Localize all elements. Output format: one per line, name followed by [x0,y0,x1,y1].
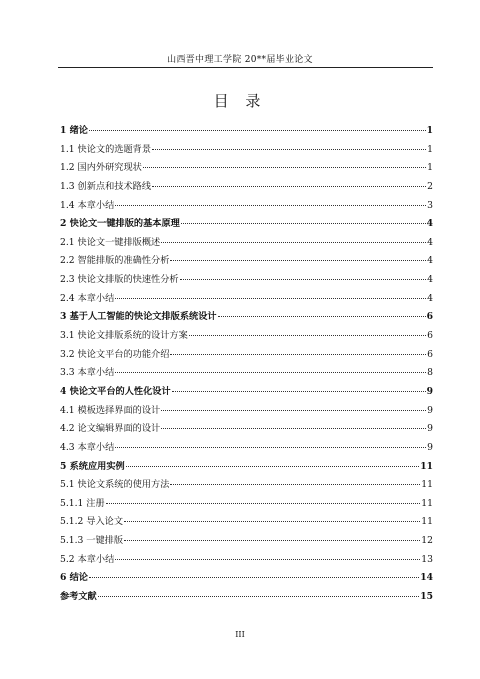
toc-entry-label: 1.1 快论文的选题背景 [60,143,152,155]
dot-leader [89,577,419,578]
dot-leader [170,354,426,355]
toc-entry-label: 5.2 本章小结 [60,553,115,565]
toc-entry-label: 1.2 国内外研究现状 [60,162,142,174]
toc-entry-label: 1 绪论 [60,125,88,136]
toc-entry-label: 6 结论 [60,572,88,584]
toc-entry[interactable] [60,234,433,253]
toc-entry-page: 13 [421,553,433,565]
toc-entry[interactable] [60,290,433,309]
toc-entry-label: 3.1 快论文排版系统的设计方案 [60,330,188,342]
toc-entry-label: 1.4 本章小结 [60,199,115,211]
toc-entry-label: 5 系统应用实例 [60,460,125,472]
toc-entry-label: 4.1 模板选择界面的设计 [60,404,161,416]
toc-entry-page: 15 [420,591,433,603]
toc-entry-page: 9 [426,385,433,397]
toc-entry-page: 11 [420,460,433,472]
toc-entry-page: 11 [421,479,433,491]
toc-entry[interactable] [60,141,433,160]
toc-entry-page: 8 [427,367,433,379]
running-header: 山西晋中理工学院 20**届毕业论文 [167,55,313,65]
dot-leader [115,298,426,299]
toc-entry-page: 1 [427,162,433,174]
dot-leader [181,223,426,224]
toc-entry-page: 6 [426,311,433,323]
toc-entry-page: 1 [426,125,433,136]
toc-entry-label: 3.2 快论文平台的功能介绍 [60,348,170,360]
toc-entry[interactable] [60,327,433,346]
toc-entry-label: 5.1 快论文系统的使用方法 [60,479,170,491]
toc-entry-label: 5.1.2 导入论文 [60,516,124,528]
toc-entry-label: 2.4 本章小结 [60,292,115,304]
toc-entry-label: 2 快论文一键排版的基本原理 [60,218,180,230]
toc-entry-page: 9 [427,423,433,435]
toc-entry-label: 2.3 快论文排版的快速性分析 [60,274,179,286]
dot-leader [218,316,426,317]
toc-entry[interactable] [60,476,433,495]
toc-entry-page: 1 [427,143,433,155]
toc-entry-page: 6 [427,348,433,360]
toc-entry-page: 9 [427,404,433,416]
dot-leader [126,466,419,467]
toc-entry-page: 14 [420,572,433,584]
toc-entry[interactable] [60,402,433,421]
dot-leader [189,335,426,336]
toc-entry-label: 2.2 智能排版的准确性分析 [60,255,170,267]
dot-leader [115,372,426,373]
dot-leader [172,391,426,392]
toc-entry-label: 4 快论文平台的人性化设计 [60,385,171,397]
dot-leader [170,260,426,261]
dot-leader [170,484,420,485]
dot-leader [115,447,426,448]
toc-entry-label: 参考文献 [60,591,97,603]
toc-entry-page: 3 [427,199,433,211]
dot-leader [98,596,419,597]
dot-leader [124,521,420,522]
toc-entry[interactable] [60,159,433,178]
toc-entry-label: 5.1.1 注册 [60,497,105,509]
toc-entry[interactable] [60,569,433,588]
toc-entry[interactable] [60,532,433,551]
toc-entry[interactable] [60,346,433,365]
toc-entry[interactable] [60,215,433,234]
toc-entry-page: 6 [427,330,433,342]
table-of-contents [60,122,433,607]
toc-entry-page: 4 [427,255,433,267]
header-rule [58,67,433,68]
toc-entry[interactable] [60,588,433,607]
toc-entry-page: 11 [421,516,433,528]
toc-entry-page: 4 [427,236,433,248]
dot-leader [115,559,420,560]
toc-entry[interactable] [60,122,433,141]
toc-entry[interactable] [60,197,433,216]
toc-entry-label: 3.3 本章小结 [60,367,115,379]
toc-entry[interactable] [60,308,433,327]
toc-entry-page: 2 [427,180,433,192]
page-number: III [235,630,245,639]
toc-entry[interactable] [60,364,433,383]
toc-entry[interactable] [60,495,433,514]
dot-leader [161,428,426,429]
toc-entry[interactable] [60,383,433,402]
toc-entry-label: 3 基于人工智能的快论文排版系统设计 [60,311,217,323]
toc-entry-label: 5.1.3 一键排版 [60,535,124,547]
toc-entry-label: 1.3 创新点和技术路线 [60,180,152,192]
toc-entry[interactable] [60,178,433,197]
toc-entry-page: 11 [421,497,433,509]
toc-entry[interactable] [60,271,433,290]
dot-leader [152,149,426,150]
toc-entry-label: 4.3 本章小结 [60,441,115,453]
dot-leader [180,279,426,280]
dot-leader [89,130,426,131]
toc-entry[interactable] [60,252,433,271]
dot-leader [124,540,420,541]
dot-leader [161,242,426,243]
toc-entry-label: 4.2 论文编辑界面的设计 [60,423,161,435]
dot-leader [115,205,426,206]
page-title: 目 录 [213,92,267,110]
dot-leader [161,410,426,411]
toc-entry[interactable] [60,420,433,439]
toc-entry-page: 4 [427,274,433,286]
dot-leader [106,503,421,504]
toc-entry[interactable] [60,513,433,532]
toc-entry-label: 2.1 快论文一键排版概述 [60,236,161,248]
dot-leader [152,186,426,187]
toc-entry-page: 12 [421,535,433,547]
toc-entry[interactable] [60,551,433,570]
toc-entry[interactable] [60,439,433,458]
toc-entry-page: 9 [427,441,433,453]
toc-entry-page: 4 [426,218,433,230]
toc-entry[interactable] [60,458,433,477]
dot-leader [143,167,426,168]
toc-entry-page: 4 [427,292,433,304]
